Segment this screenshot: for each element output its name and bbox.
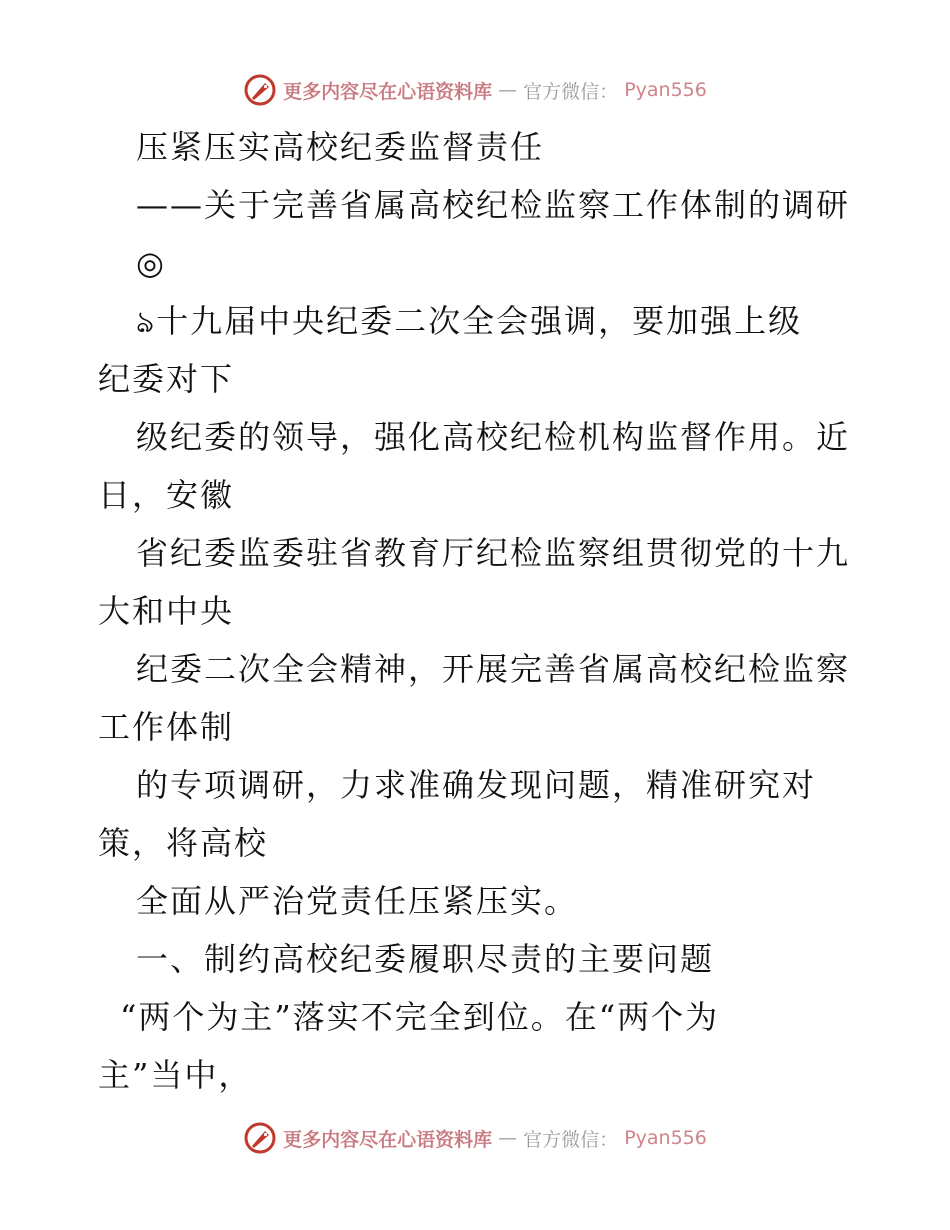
paragraph-line: 级纪委的领导，强化高校纪检机构监督作用。近 xyxy=(136,418,851,456)
paragraph-line: 工作体制 xyxy=(98,708,235,746)
document-mark: ◎ xyxy=(136,244,166,282)
paragraph-line: 日，安徽 xyxy=(98,476,235,514)
paragraph-line: 全面从严治党责任压紧压实。 xyxy=(136,882,579,920)
document-subtitle: ——关于完善省属高校纪检监察工作体制的调研 xyxy=(136,186,851,224)
curl-ornament-icon: ঌ xyxy=(136,305,157,340)
paragraph-line: 策，将高校 xyxy=(98,824,269,862)
paragraph-line: 大和中央 xyxy=(98,592,235,630)
paragraph-line: 纪委二次全会精神，开展完善省属高校纪检监察 xyxy=(136,650,851,688)
banner-separator: — xyxy=(498,1127,518,1149)
document-title: 压紧压实高校纪委监督责任 xyxy=(136,128,545,166)
paragraph-line: 省纪委监委驻省教育厅纪检监察组贯彻党的十九 xyxy=(136,534,851,572)
paragraph-line: 纪委对下 xyxy=(98,360,235,398)
section-heading: 一、制约高校纪委履职尽责的主要问题 xyxy=(136,940,715,978)
banner-wechat-id: Pyan556 xyxy=(624,79,707,101)
paragraph-line: ঌ十九届中央纪委二次全会强调，要加强上级 xyxy=(98,292,858,350)
pen-nib-logo-icon xyxy=(243,1121,277,1155)
banner-wechat-label: 官方微信： xyxy=(523,80,619,103)
banner-separator: — xyxy=(498,79,518,101)
header-banner xyxy=(0,70,950,110)
banner-wechat-label: 官方微信： xyxy=(523,1128,619,1151)
document-body xyxy=(98,118,858,1104)
paragraph-line: “两个为主”落实不完全到位。在“两个为 xyxy=(120,998,720,1036)
pen-nib-logo-icon xyxy=(243,73,277,107)
banner-main-text: 更多内容尽在心语资料库 xyxy=(283,80,493,103)
banner-main-text: 更多内容尽在心语资料库 xyxy=(283,1128,493,1151)
paragraph-line: 主”当中， xyxy=(98,1056,253,1094)
footer-banner xyxy=(0,1118,950,1158)
banner-wechat-id: Pyan556 xyxy=(624,1127,707,1149)
paragraph-line: 的专项调研，力求准确发现问题，精准研究对 xyxy=(136,766,817,804)
